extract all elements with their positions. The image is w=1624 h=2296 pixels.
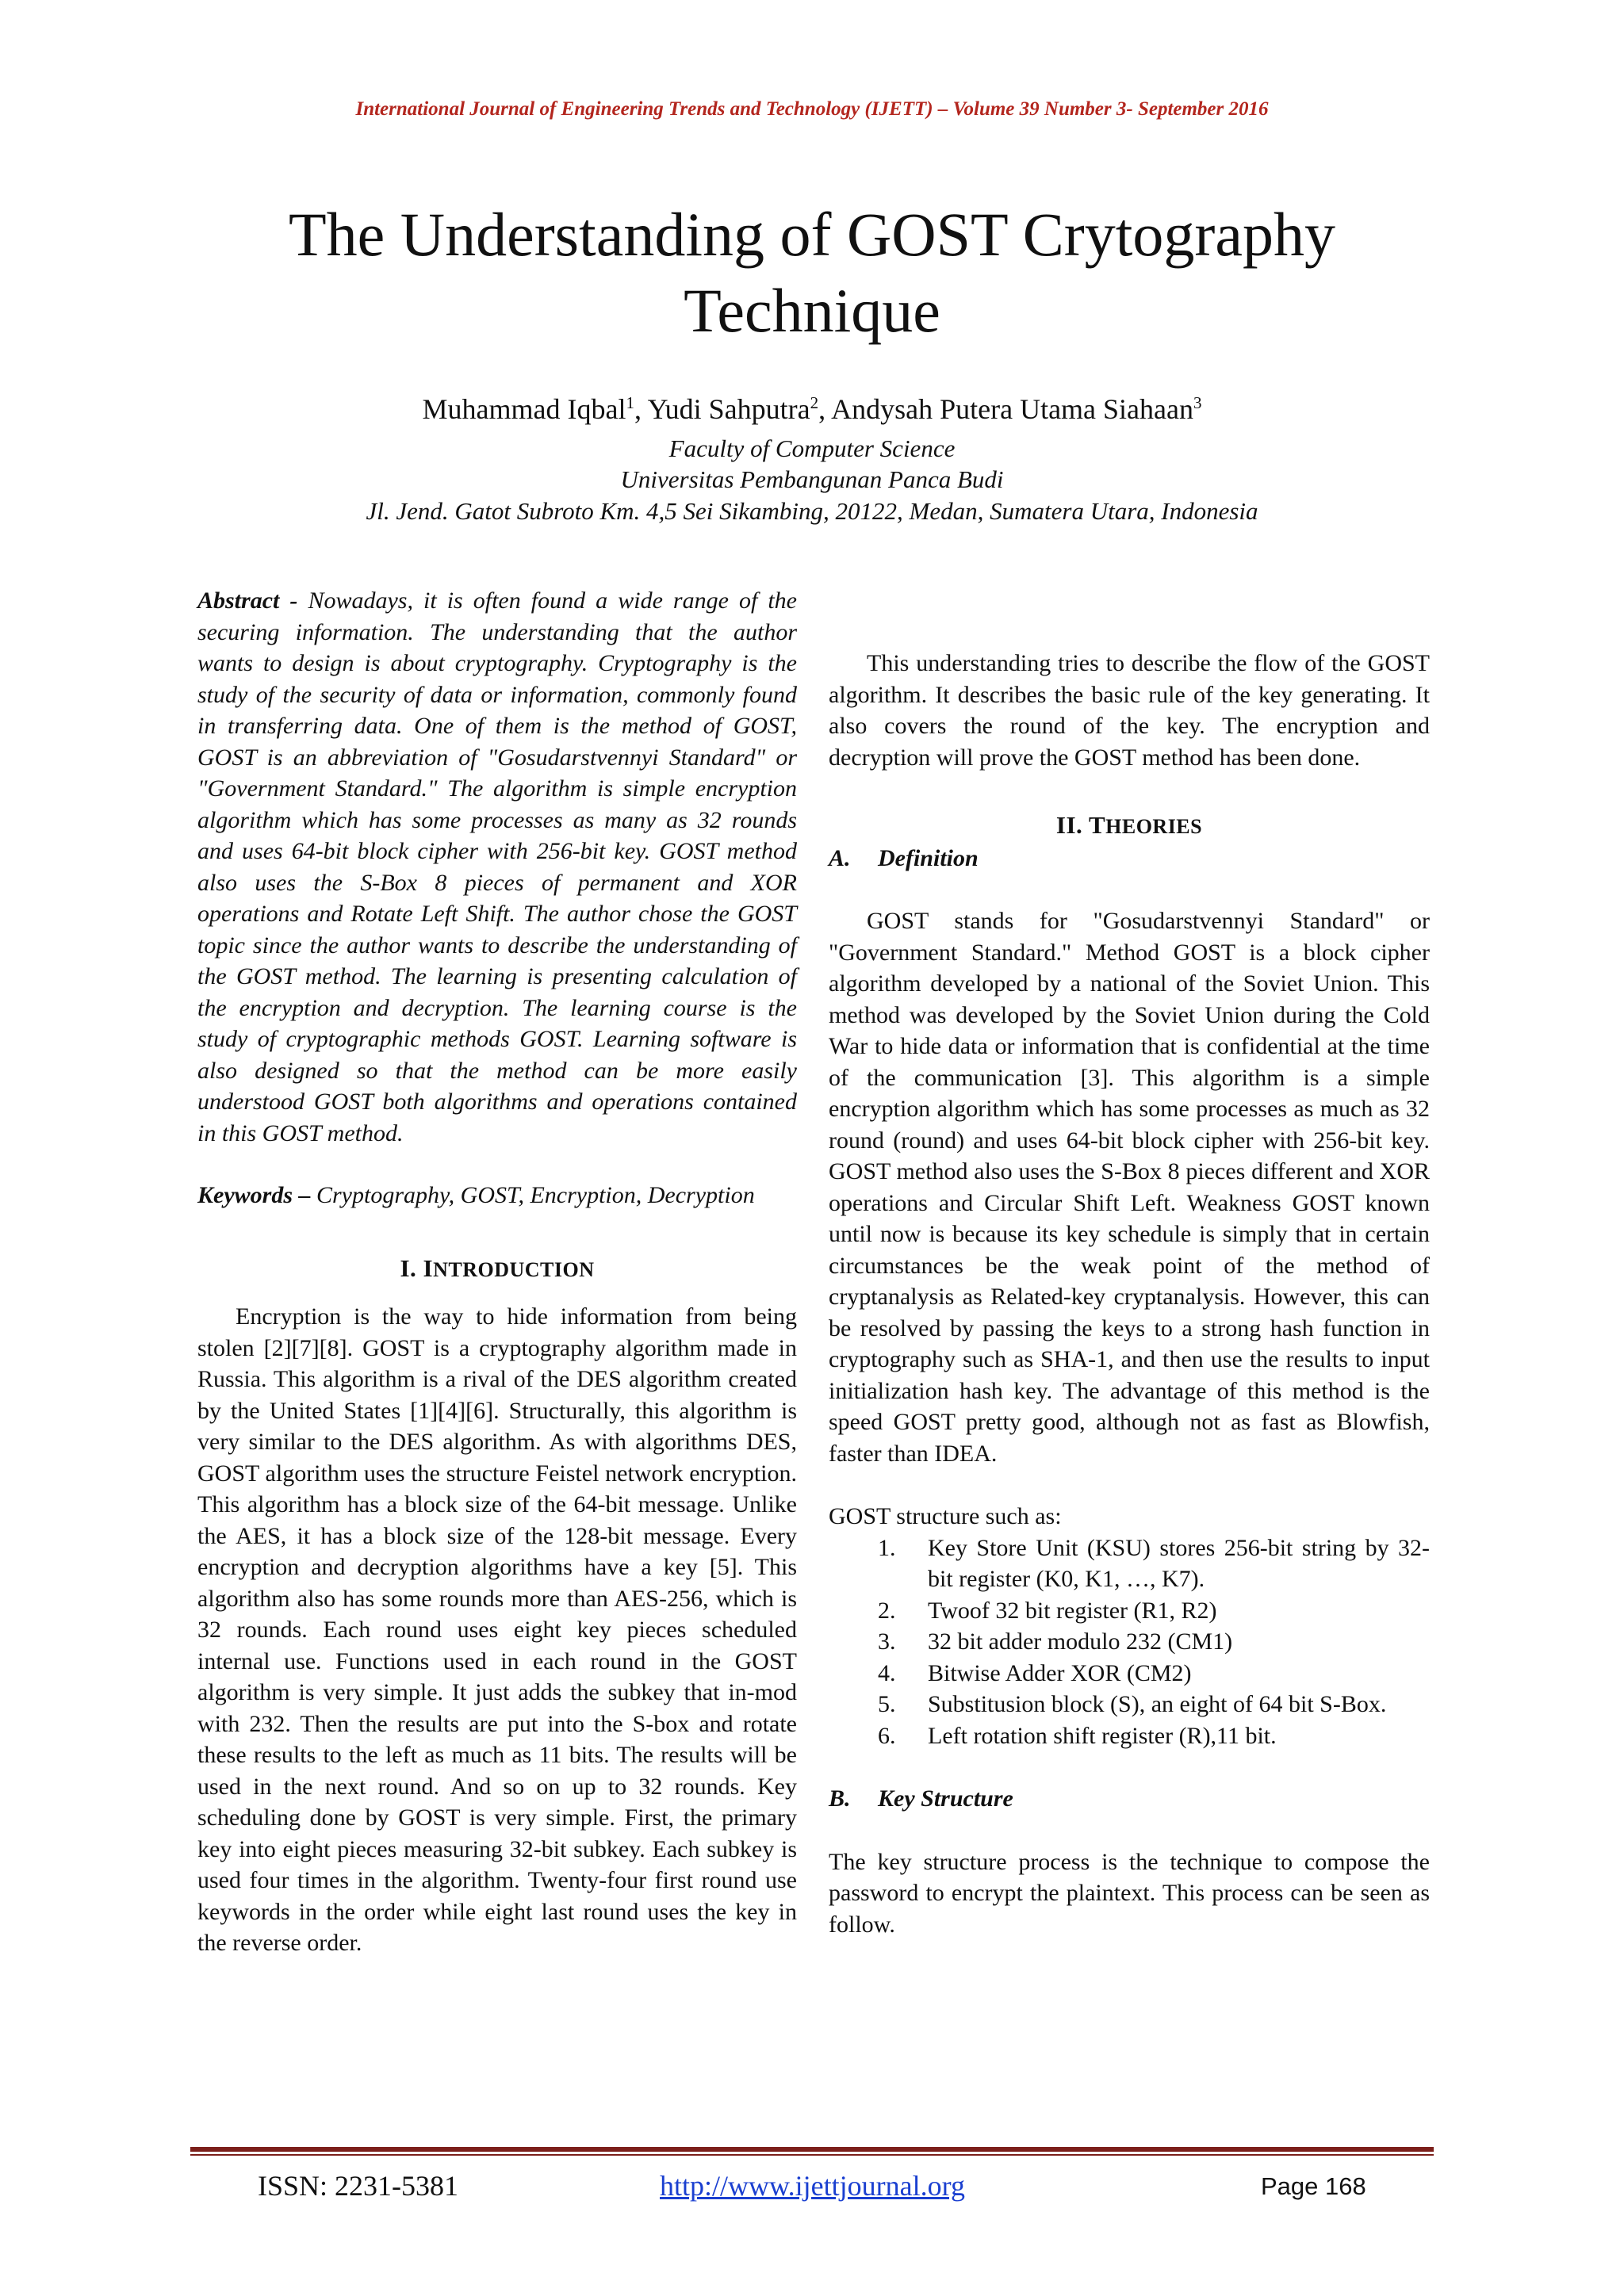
keywords-text: Cryptography, GOST, Encryption, Decryption: [316, 1182, 755, 1208]
list-item: 6. Left rotation shift register (R),11 bit.: [878, 1722, 1277, 1749]
structure-list: [829, 1533, 1430, 1752]
definition-paragraph: GOST stands for "Gosudarstvennyi Standard" or "Government Standard." Method GOST is a block cipher algorithm developed by a national of the Soviet Union. This method was developed by the Soviet Union during the Cold War to hide data or information that is confidential at the time of the communication [3]. This algorithm is a simple encryption algorithm which has some processes as much as 32 round (round) and uses 64-bit block cipher with 256-bit key. GOST method also uses the S-Box 8 pieces different and XOR operations and Circular Shift Left. Weakness GOST known until now is because its key schedule is simply that in certain circumstances be the weak point of the method of cryptanalysis as Related-key cryptanalysis. However, this can be resolved by passing the keys to a strong hash function in cryptography such as SHA-1, and then use the results to input initialization hash key. The advantage of this method is the speed GOST pretty good, although not as fast as Blowfish, faster than IDEA.: [829, 908, 1430, 1467]
footer-divider-thin: [190, 2154, 1434, 2156]
left-column: [197, 585, 797, 1959]
structure-intro: GOST structure such as:: [829, 1503, 1062, 1529]
abstract-text: Nowadays, it is often found a wide range of the securing information. The understanding that the author wants to design is about cryptography. Cryptography is the study of the security of data or information, commonly found in transferring data. One of them is the method of GOST, GOST is an abbreviation of "Gosudarstvennyi Standard" or "Government Standard." The algorithm is simple encryption algorithm which has some processes as many as 32 rounds and uses 64-bit block cipher with 256-bit key. GOST method also uses the S-Box 8 pieces of permanent and XOR operations and Rotate Left Shift. The author chose the GOST topic since the author wants to describe the understanding of the GOST method. The learning is presenting calculation of the encryption and decryption. The learning course is the study of cryptographic methods GOST. Learning software is also designed so that the method can be more easily understood GOST both algorithms and operations contained in this GOST method.: [197, 587, 797, 1146]
title-line-1: The Understanding of GOST Crytography: [288, 200, 1336, 269]
page-number: Page 168: [1261, 2172, 1366, 2200]
section-heading-theories: II. THEORIES: [1055, 811, 1203, 839]
footer-divider: [190, 2147, 1434, 2152]
affiliation-faculty: Faculty of Computer Science: [668, 434, 956, 462]
list-item: 1. Key Store Unit (KSU) stores 256-bit string by 32-bit register (K0, K1, …, K7).: [878, 1534, 1430, 1592]
intro-paragraph-1: Encryption is the way to hide information from being stolen [2][7][8]. GOST is a cryptography algorithm made in Russia. This algorithm is a rival of the DES algorithm created by the United States [1][4][6]. Structurally, this algorithm is very similar to the DES algorithm. As with algorithms DES, GOST algorithm uses the structure Feistel network encryption. This algorithm has a block size of the 64-bit message. Unlike the AES, it has a block size of the 128-bit message. Every encryption and decryption algorithms have a key [5]. This algorithm also has some rounds more than AES-256, which is 32 rounds. Each round uses eight key pieces scheduled internal use. Functions used in each round in the GOST algorithm is very simple. It just adds the subkey that in-mod with 232. Then the results are put into the S-box and rotate these results to the left as much as 11 bits. The results will be used in the next round. And so on up to 32 rounds. Key scheduling done by GOST is very simple. First, the primary key into eight pieces measuring 32-bit subkey. Each subkey is used four times in the algorithm. Twenty-four first round use keywords in the order while eight last round uses the key in the reverse order.: [197, 1303, 797, 1956]
subsection-heading-definition: A. Definition: [829, 844, 979, 871]
intro-paragraph-2: This understanding tries to describe the flow of the GOST algorithm. It describes the basic rule of the key generating. It also covers the round of the key. The encryption and decryption will prove the GOST method has been done.: [829, 650, 1430, 771]
subsection-heading-key-structure: B. Key Structure: [829, 1785, 1013, 1812]
keywords: [197, 1180, 797, 1211]
list-item: 4. Bitwise Adder XOR (CM2): [878, 1659, 1192, 1686]
author-3: , Andysah Putera Utama Siahaan: [818, 393, 1193, 425]
author-1: Muhammad Iqbal: [422, 393, 626, 425]
keywords-label: Keywords –: [197, 1182, 311, 1208]
title-line-2: Technique: [684, 276, 940, 345]
paper-title: [178, 197, 1446, 349]
author-1-affil: 1: [626, 393, 634, 412]
abstract: [197, 585, 797, 1149]
author-3-affil: 3: [1193, 393, 1202, 412]
author-2: , Yudi Sahputra: [634, 393, 810, 425]
abstract-label: Abstract -: [197, 587, 298, 614]
journal-header: International Journal of Engineering Trends and Technology (IJETT) – Volume 39 Number 3- September 2016: [355, 98, 1269, 120]
section-heading-introduction: I. INTRODUCTION: [400, 1253, 595, 1282]
footer-journal-link[interactable]: http://www.ijettjournal.org: [660, 2170, 965, 2202]
author-2-affil: 2: [810, 393, 819, 412]
list-item: 2. Twoof 32 bit register (R1, R2): [878, 1597, 1217, 1624]
key-structure-paragraph: The key structure process is the technique to compose the password to encrypt the plaintext. This process can be seen as follow.: [829, 1848, 1430, 1938]
footer-issn: ISSN: 2231-5381: [258, 2170, 459, 2202]
list-item: 5. Substitusion block (S), an eight of 64 bit S-Box.: [878, 1691, 1387, 1717]
affiliation-university: Universitas Pembangunan Panca Budi: [620, 465, 1004, 493]
right-column-body: [829, 648, 1430, 1940]
list-item: 3. 32 bit adder modulo 232 (CM1): [878, 1628, 1233, 1655]
author-list: [0, 392, 1624, 426]
affiliation-address: Jl. Jend. Gatot Subroto Km. 4,5 Sei Sikambing, 20122, Medan, Sumatera Utara, Indonesia: [366, 497, 1258, 525]
